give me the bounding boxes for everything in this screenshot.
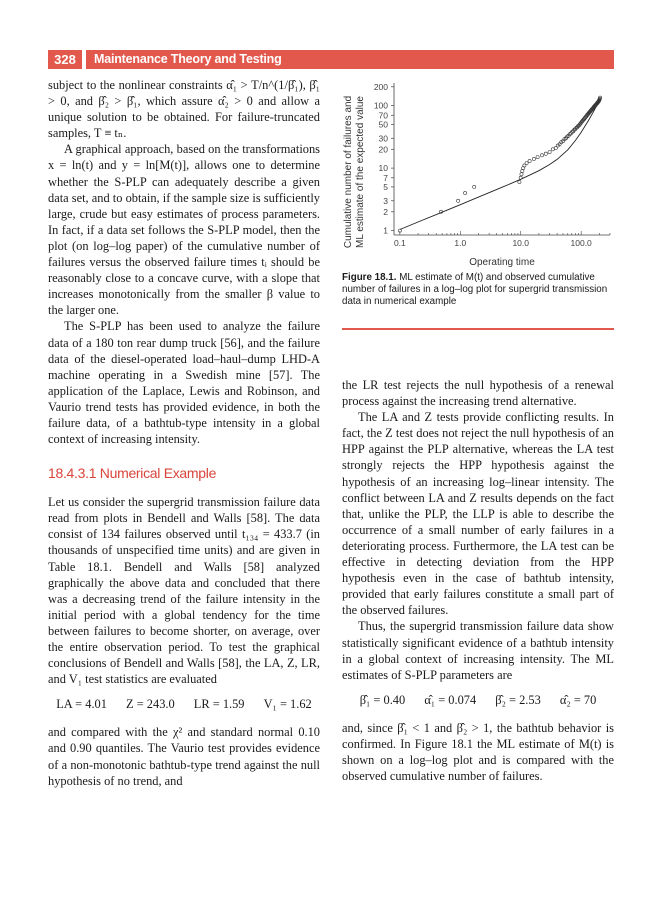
caption-rule [342,328,614,330]
stat-z: Z = 243.0 [126,697,175,712]
log-log-chart [342,77,614,267]
right-paragraph-3: Thus, the supergrid transmission failure data show statistically significant evidence of a bathtub intensity in a global context of increasing intensity. The ML estimates of S-PLP parameters are [342,619,614,682]
stat-lr: LR = 1.59 [193,697,245,712]
y-ticks [374,82,394,236]
y-tick-label: 30 [378,133,388,144]
estimate-alpha1: α̂₁ = 0.074 [424,692,477,707]
data-point [544,152,547,155]
left-paragraph-3: The S-PLP has been used to analyze the failure data of a 180 ton rear dump truck [56], and the failure data of the diesel-operated load–haul–dump LHD-A machine operating in a Swedish mine [57]. The application of the Laplace, Lewis and Robinson, and Vaurio trend tests has provided evidence, in both the failure data, of a bathtub-type intensity in a global context of increasing intensity. [48,319,320,447]
right-paragraph-2: The LA and Z tests provide conflicting results. In fact, the Z test does not reject the null hypothesis of an HPP against the PLP alternative, whereas the LA test strongly rejects the HPP hypothesis against the hypothesis of an increasing log–linear intensity. The conflict between LA and Z results depends on the fact that, unlike the PLP, the LLP is able to describe the occurrence of a small number of early failures in a deteriorating process. Furthermore, the LA test can be effective in detecting deviation from the HPP hypothesis even in the case of bathtub intensity, provided that early failures constitute a small part of the observed failures. [342,410,614,618]
ml-estimate-line [400,99,600,230]
stat-la: LA = 4.01 [56,697,107,712]
y-tick-label: 3 [383,195,388,206]
estimate-alpha2: α̂₂ = 70 [559,692,597,707]
chart-axes [394,83,610,235]
y-tick-label: 50 [378,119,388,130]
data-point [518,180,521,183]
data-point [464,191,467,194]
header-bar [48,50,614,69]
left-paragraph-1: subject to the nonlinear constraints α̂₁ > T/n^(1/β̂₁), β̂₁ > 0, and β̂₂ > β̂₁, which assure α̂₂ > 0 and allow a unique solution to be obtained. For failure-truncated samples, T ≡ tₙ. [48,78,320,141]
x-ticks [394,231,610,248]
y-tick-label: 100 [373,100,388,111]
figure-caption [342,272,614,309]
y-tick-label: 200 [373,81,388,92]
right-column [342,377,614,784]
data-point [525,162,528,165]
y-tick-label: 70 [378,110,388,121]
y-tick-label: 20 [378,144,388,155]
left-column [48,77,320,789]
left-paragraph-4: Let us consider the supergrid transmission failure data read from plots in Bendell and Walls [58]. The data consist of 134 failures observed until t₁₃₄ = 433.7 (in thousands of unspecified time units) and are given in Table 18.1. Bendell and Walls [58] analyzed graphically the above data and concluded that there was a decreasing trend of the failure intensity in the initial period with a global tendency for the time between failures to become shorter, on average, over the entire observation period. To test the graphical conclusions of Bendell and Walls [58], the LA, Z, LR, and V₁ test statistics are evaluated [48,495,320,687]
test-statistics [48,696,320,712]
y-tick-label: 5 [383,181,388,192]
y-tick-label: 10 [378,163,388,174]
x-axis-label: Operating time [469,257,535,267]
data-point [548,151,551,154]
x-tick-label: 100.0 [570,238,592,248]
y-tick-label: 7 [383,172,388,183]
data-point [473,185,476,188]
left-paragraph-5: and compared with the χ² and standard normal 0.10 and 0.90 quantiles. The Vaurio test provides evidence of a non-monotonic bathtub-type trend against the null hypothesis of no trend, and [48,725,320,788]
y-axis-label-line1: Cumulative number of failures and [343,95,354,249]
observed-points [398,96,601,232]
data-point [520,173,523,176]
estimate-beta2: β̂₂ = 2.53 [495,692,541,707]
stat-v1: V₁ = 1.62 [263,697,312,712]
x-tick-label: 10.0 [512,238,530,248]
y-tick-label: 1 [383,225,388,236]
right-paragraph-1: the LR test rejects the null hypothesis of a renewal process against the increasing trend alternative. [342,378,614,409]
running-title: Maintenance Theory and Testing [94,52,282,66]
right-paragraph-4: and, since β̂₁ < 1 and β̂₂ > 1, the bathtub behavior is confirmed. In Figure 18.1 the ML estimate of M(t) is shown on a log–log plot and is compared with the observed cumulative number of failures. [342,720,614,784]
data-point [532,157,535,160]
caption-label: Figure 18.1. [342,272,397,283]
section-heading: 18.4.3.1 Numerical Example [48,465,217,482]
caption-text: ML estimate of M(t) and observed cumulative number of failures in a log–log plot for supergrid transmission data in numerical example [342,272,608,308]
data-point [536,156,539,159]
data-point [528,159,531,162]
ml-estimates [342,692,614,708]
y-tick-label: 2 [383,206,388,217]
page-number: 328 [54,52,76,67]
header-separator [82,50,86,69]
data-point [540,154,543,157]
y-axis-label [343,96,366,249]
estimate-beta1: β̂₁ = 0.40 [359,692,406,707]
fit-line-path [400,99,600,230]
data-point [457,199,460,202]
x-tick-label: 1.0 [454,238,467,248]
x-tick-label: 0.1 [393,238,406,248]
y-axis-label-line2: ML estimate of the expected value [355,96,366,248]
left-paragraph-2: A graphical approach, based on the transformations x = ln(t) and y = ln[M(t)], allows one to determine whether the S-PLP can adequately describe a given data set, and to obtain, if the sample size is sufficiently large, crude but easy estimates of process parameters. In fact, if a data set follows the S-PLP model, then the plot (on log–log paper) of the cumulative number of failures versus the observed failure times tᵢ should be reasonably close to a concave curve, with a slope that increases monotonically from the smaller β value to the larger one. [48,142,320,318]
